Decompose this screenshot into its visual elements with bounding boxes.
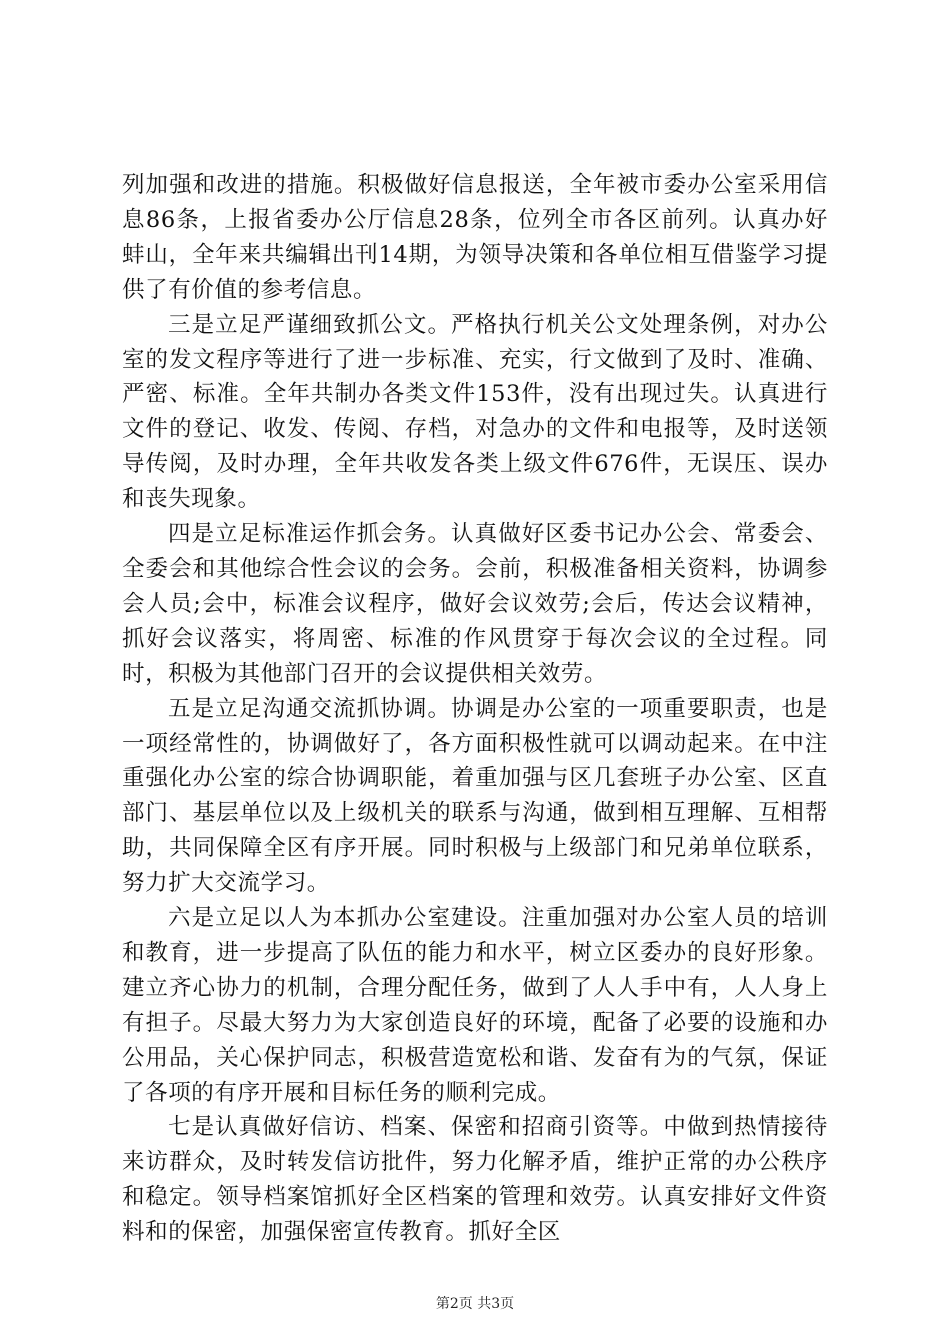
paragraph-2: 三是立足严谨细致抓公文。严格执行机关公文处理条例，对办公室的发文程序等进行了进一步标准、充实，行文做到了及时、准确、严密、标准。全年共制办各类文件153件，没有出现过失。认真进行文件的登记、收发、传阅、存档，对急办的文件和电报等，及时送领导传阅，及时办理，全年共收发各类上级文件676件，无误压、误办和丧失现象。 [122, 311, 828, 513]
paragraph-6: 七是认真做好信访、档案、保密和招商引资等。中做到热情接待来访群众，及时转发信访批件，努力化解矛盾，维护正常的办公秩序和稳定。领导档案馆抓好全区档案的管理和效劳。认真安排好文件资料和的保密，加强保密宣传教育。抓好全区 [122, 1114, 828, 1246]
paragraph-5: 六是立足以人为本抓办公室建设。注重加强对办公室人员的培训和教育，进一步提高了队伍的能力和水平，树立区委办的良好形象。建立齐心协力的机制，合理分配任务，做到了人人手中有，人人身上有担子。尽最大努力为大家创造良好的环境，配备了必要的设施和办公用品，关心保护同志，积极营造宽松和谐、发奋有为的气氛，保证了各项的有序开展和目标任务的顺利完成。 [122, 905, 828, 1106]
paragraph-3: 四是立足标准运作抓会务。认真做好区委书记办公会、常委会、全委会和其他综合性会议的会务。会前，积极准备相关资料，协调参会人员;会中，标准会议程序，做好会议效劳;会后，传达会议精神，抓好会议落实，将周密、标准的作风贯穿于每次会议的全过程。同时，积极为其他部门召开的会议提供相关效劳。 [122, 521, 828, 687]
paragraph-4: 五是立足沟通交流抓协调。协调是办公室的一项重要职责，也是一项经常性的，协调做好了，各方面积极性就可以调动起来。在中注重强化办公室的综合协调职能，着重加强与区几套班子办公室、区直部门、基层单位以及上级机关的联系与沟通，做到相互理解、互相帮助，共同保障全区有序开展。同时积极与上级部门和兄弟单位联系，努力扩大交流学习。 [122, 695, 828, 897]
paragraph-1: 列加强和改进的措施。积极做好信息报送，全年被市委办公室采用信息86条，上报省委办公厅信息28条，位列全市各区前列。认真办好蚌山，全年来共编辑出刊14期，为领导决策和各单位相互借鉴学习提供了有价值的参考信息。 [122, 172, 828, 303]
document-body [122, 168, 828, 1250]
page-number-footer: 第2页 共3页 [435, 1296, 515, 1312]
